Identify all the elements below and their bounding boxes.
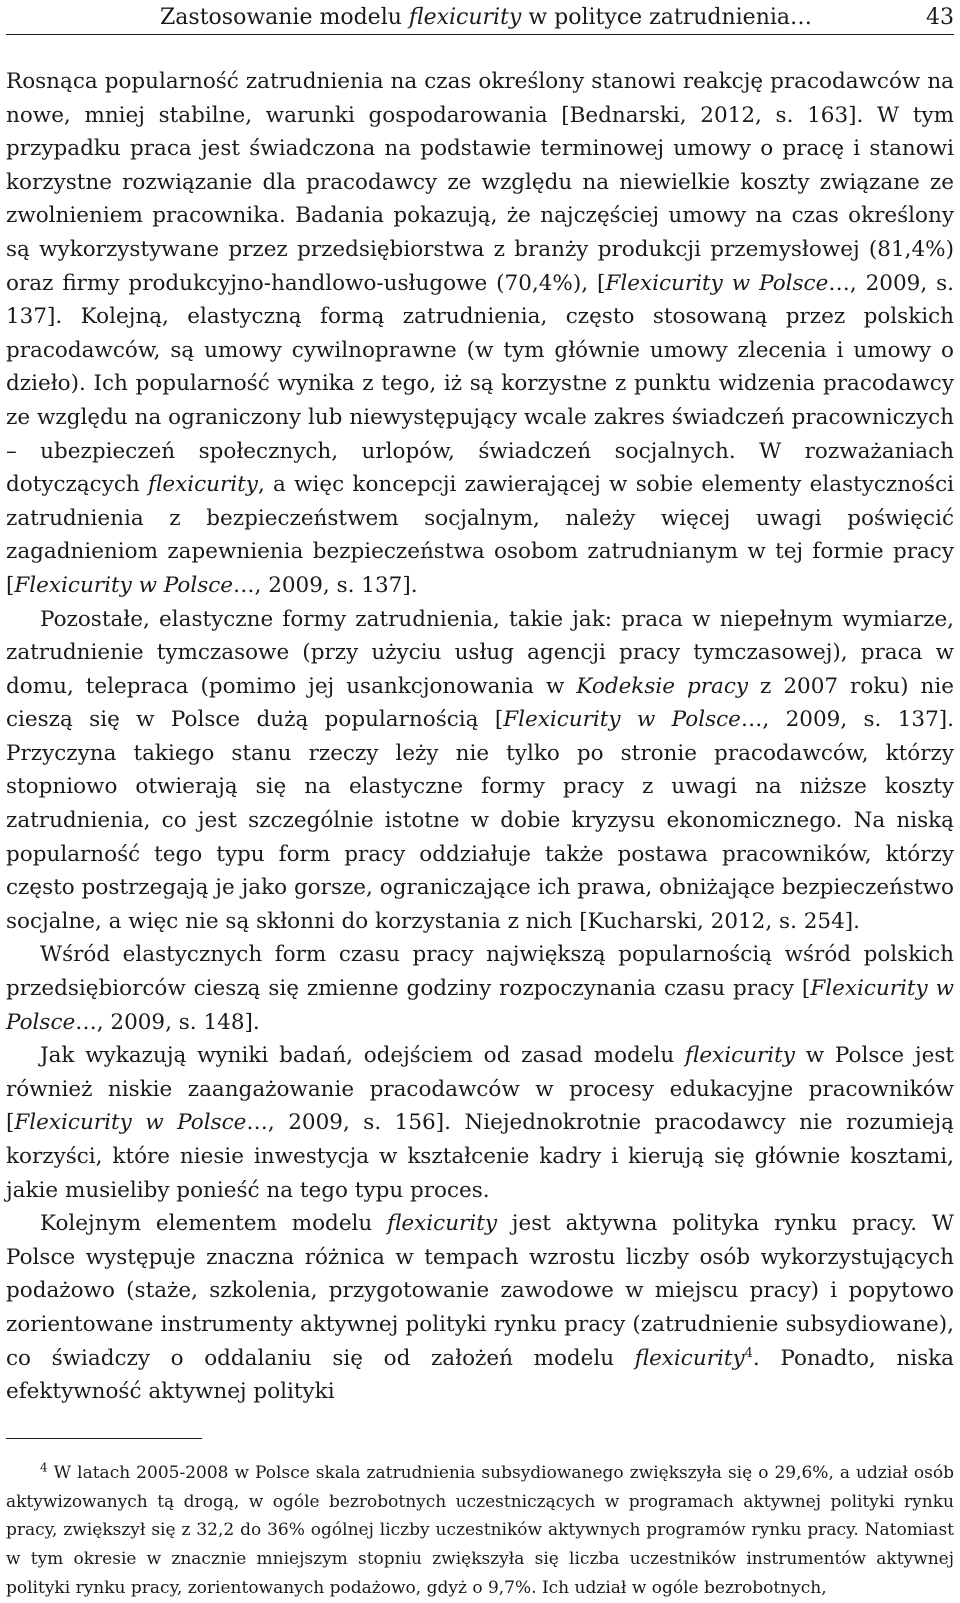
italic-text: Flexicurity w Polsce [605, 270, 829, 296]
paragraph-text: …, 2009, s. 148]. [75, 1009, 260, 1035]
paragraph-text: z 2007 roku) nie cieszą się w Polsce dużą popularnością [ [6, 673, 954, 733]
paragraph-text: w Polsce jest również niskie zaangażowanie pracodawców w procesy edukacyjne pracowników [ [6, 1043, 954, 1136]
footnote-separator [6, 1438, 202, 1439]
paragraph-text: …, 2009, s. 156]. Niejednokrotnie pracodawcy nie rozumieją korzyści, które niesie inwestycja w kształcenie kadry i kierują się głównie kosztami, jakie musieliby ponieść na tego typu proces. [6, 1110, 955, 1203]
paragraph-text: Jak wykazują wyniki badań, odejściem od zasad modelu [40, 1043, 686, 1069]
italic-text: flexicurity [685, 1043, 795, 1069]
paragraph [6, 1207, 954, 1409]
footnote [6, 1459, 954, 1603]
paragraph [6, 938, 954, 1039]
running-title-text: Zastosowanie modelu [160, 5, 409, 30]
paragraph-text: …, 2009, s. 137]. [233, 572, 418, 598]
running-title-text-end: w polityce zatrudnienia… [521, 5, 813, 30]
italic-text: flexicurity [634, 1345, 745, 1371]
paragraph [6, 603, 954, 939]
paragraph-text: …, 2009, s. 137]. Kolejną, elastyczną formą zatrudnienia, często stosowaną przez polskich pracodawców, są umowy cywilnoprawne (w tym głównie umowy zlecenia i umowy o dzieło). Ich popularność wynika z tego, iż są korzystne z punktu widzenia pracodawcy ze względu na ograniczony lub niewystępujący wcale zakres świadczeń pracowniczych – ubezpieczeń społecznych, urlopów, świadczeń socjalnych. W rozważaniach dotyczących [6, 270, 954, 498]
italic-text: Kodeksie pracy [576, 673, 749, 699]
italic-text: Flexicurity w Polsce [6, 976, 954, 1035]
paragraph-text: Pozostałe, elastyczne formy zatrudnienia, takie jak: praca w niepełnym wymiarze, zatrudnienie tymczasowe (przy użyciu usług agencji pracy tymczasowej), praca w domu, telepraca (pomimo jej usankcjonowania w [6, 606, 954, 699]
running-title [6, 2, 812, 34]
paragraph-text: Rosnąca popularność zatrudnienia na czas określony stanowi reakcję pracodawców na nowe, mniej stabilne, warunki gospodarowania [Bednarski, 2012, s. 163]. W tym przypadku praca jest świadczona na podstawie terminowej umowy o pracę i stanowi korzystne rozwiązanie dla pracodawcy ze względu na niewielkie koszty związane ze zwolnieniem pracownika. Badania pokazują, że najczęściej umowy na czas określony są wykorzystywane przez przedsiębiorstwa z branży produkcji przemysłowej (81,4%) oraz firmy produkcyjno-handlowo-usługowe (70,4%), [ [6, 69, 954, 296]
paragraph-text: Wśród elastycznych form czasu pracy największą popularnością wśród polskich przedsiębiorców cieszą się zmienne godziny rozpoczynania czasu pracy [ [6, 942, 954, 1002]
italic-text: Flexicurity w Polsce [14, 572, 234, 598]
italic-text: Flexicurity w Polsce [14, 1110, 247, 1136]
paragraph-text: Kolejnym elementem modelu [40, 1211, 388, 1237]
paragraph-text: , a więc koncepcji zawierającej w sobie elementy elastyczności zatrudnienia z bezpieczeństwem socjalnym, należy więcej uwagi poświęcić zagadnieniom zapewnienia bezpieczeństwa osobom zatrudnianym w tej formie pracy [ [6, 472, 955, 598]
running-title-italic: flexicurity [408, 5, 522, 30]
paragraph [6, 65, 954, 603]
italic-text: flexicurity [148, 472, 258, 498]
footnote-reference: 4 [744, 1345, 753, 1361]
paragraph-text: jest aktywna polityka rynku pracy. W Polsce występuje znaczna różnica w tempach wzrostu liczby osób wykorzystujących podażowo (staże, szkolenia, przygotowanie zawodowe w miejscu pracy) i popytowo zorientowane instrumenty aktywnej polityki rynku pracy (zatrudnienie subsydiowane), co świadczy o oddalaniu się od założeń modelu [6, 1211, 954, 1371]
footnote-text: W latach 2005-2008 w Polsce skala zatrudnienia subsydiowanego zwiększyła się o 29,6%, a udział osób aktywizowanych tą drogą, w ogóle bezrobotnych uczestniczących w programach aktywnej polityki rynku pracy, zwiększył się z 32,2 do 36% ogólnej liczby uczestników aktywnych programów rynku pracy. Natomiast w tym okresie w znacznie mniejszym stopniu zwiększyła się liczba uczestników instrumentów aktywnej polityki rynku pracy, zorientowanych podażowo, gdyż o 9,7%. Ich udział w ogóle bezrobotnych, [6, 1462, 954, 1598]
italic-text: Flexicurity w Polsce [503, 707, 741, 733]
paragraph-text: . Ponadto, niska efektywność aktywnej polityki [6, 1345, 954, 1405]
paragraph [6, 1039, 954, 1207]
footnote-marker: 4 [40, 1460, 48, 1475]
page-number: 43 [926, 5, 954, 30]
body-text [6, 65, 954, 1409]
paragraph-text: …, 2009, s. 137]. Przyczyna takiego stanu rzeczy leży nie tylko po stronie pracodawców, którzy stopniowo otwierają się na elastyczne formy pracy z uwagi na niższe koszty zatrudnienia, co jest szczególnie istotne w dobie kryzysu ekonomicznego. Na niską popularność tego typu form pracy oddziałuje także postawa pracowników, którzy często postrzegają je jako gorsze, ograniczające ich prawa, obniżające bezpieczeństwo socjalne, a więc nie są skłonni do korzystania z nich [Kucharski, 2012, s. 254]. [6, 707, 954, 934]
footnote-4 [6, 1459, 954, 1603]
italic-text: flexicurity [387, 1211, 497, 1237]
running-header [6, 0, 954, 35]
